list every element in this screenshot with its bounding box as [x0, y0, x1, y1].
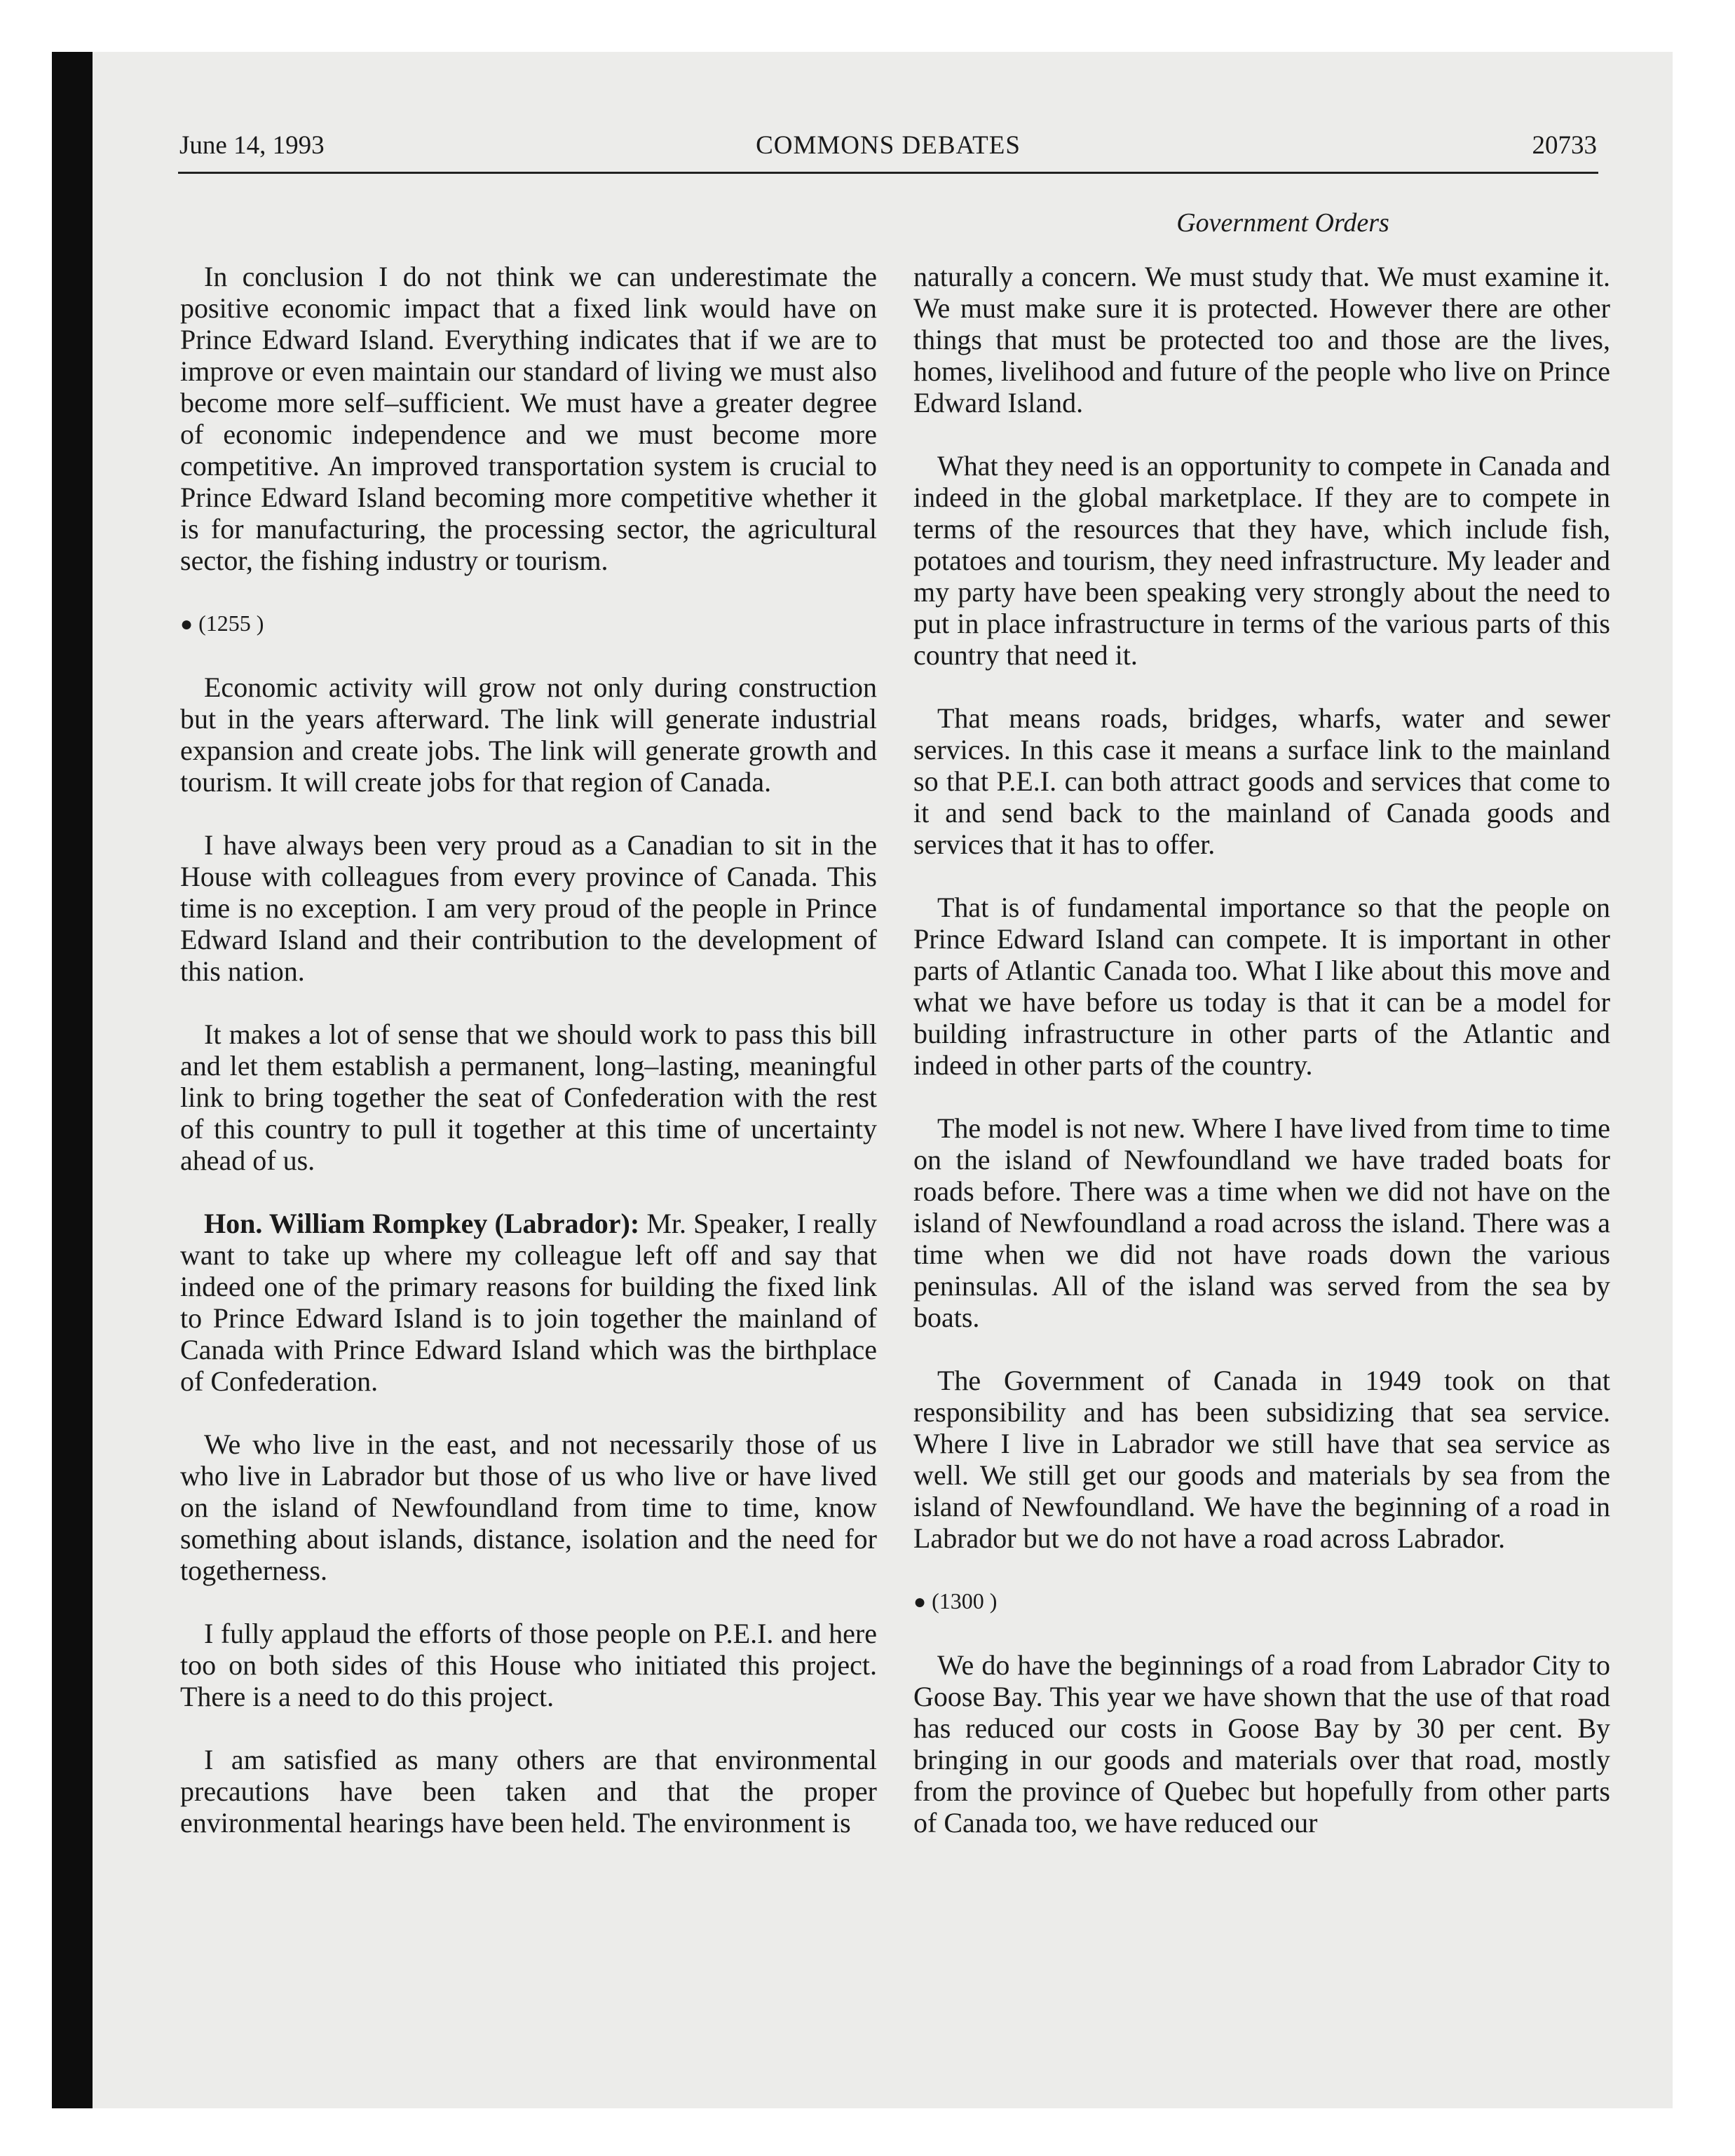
time-marker [913, 1585, 1610, 1618]
paragraph-continued: naturally a concern. We must study that. We must examine it. We must make sure it is protected. However there are other things that must be protected too and those are the lives, homes, livelihood and future of the people who live on Prince Edward Island. [913, 261, 1610, 418]
time-marker-text: (1255 ) [198, 610, 264, 636]
speaker-name: Hon. William Rompkey (Labrador): [204, 1208, 640, 1239]
speech-text: Mr. Speaker, I really want to take up where my colleague left off and say that indeed one of the primary reasons for building the fixed link to Prince Edward Island is to join together the mainland of Canada with Prince Edward Island which was the birthplace of Confederation. [180, 1208, 878, 1397]
header-date: June 14, 1993 [179, 131, 325, 160]
paragraph: We do have the beginnings of a road from Labrador City to Goose Bay. This year we have shown that the use of that road has reduced our costs in Goose Bay by 30 per cent. By bringing in our goods and materials over that road, mostly from the province of Quebec but hopefully from other parts of Canada too, we have reduced our [913, 1649, 1610, 1838]
paragraph: It makes a lot of sense that we should work to pass this bill and let them establish a permanent, long–lasting, meaningful link to bring together the seat of Confederation with the rest of this country to pull it together at this time of uncertainty ahead of us. [180, 1018, 877, 1176]
paragraph: I have always been very proud as a Canadian to sit in the House with colleagues from every province of Canada. This time is no exception. I am very proud of the people in Prince Edward Island and their contribution to the development of this nation. [180, 829, 877, 987]
header-title: COMMONS DEBATES [756, 131, 1021, 160]
paragraph: I am satisfied as many others are that environmental precautions have been taken and that the proper environmental hearings have been held. The environment is [180, 1744, 877, 1838]
paragraph: In conclusion I do not think we can underestimate the positive economic impact that a fixed link would have on Prince Edward Island. Everything indicates that if we are to improve or even maintain our standard of living we must also become more self–sufficient. We must have a greater degree of economic independence and we must become more competitive. An improved transportation system is crucial to Prince Edward Island becoming more competitive whether it is for manufacturing, the processing sector, the agricultural sector, the fishing industry or tourism. [180, 261, 877, 576]
scan-edge-shadow [52, 52, 93, 2108]
paragraph: What they need is an opportunity to compete in Canada and indeed in the global marketplace. If they are to compete in terms of the resources that they have, which include fish, potatoes and tourism, they need infrastructure. My leader and my party have been speaking very strongly about the need to put in place infrastructure in terms of the various parts of this country that need it. [913, 450, 1610, 671]
page-header [179, 130, 1597, 170]
paragraph: That is of fundamental importance so that the people on Prince Edward Island can compete. It is important in other parts of Atlantic Canada too. What I like about this move and what we have before us today is that it can be a model for building infrastructure in other parts of the Atlantic and indeed in other parts of the country. [913, 892, 1610, 1081]
paragraph: The Government of Canada in 1949 took on that responsibility and has been subsidizing that sea service. Where I live in Labrador we still have that sea service as well. We still get our goods and materials by sea from the island of Newfoundland. We have the beginning of a road in Labrador but we do not have a road across Labrador. [913, 1365, 1610, 1554]
right-column [913, 261, 1610, 1870]
bullet-icon: ● [913, 1590, 927, 1613]
header-rule [178, 172, 1598, 174]
time-marker [180, 608, 877, 640]
paragraph: Economic activity will grow not only during construction but in the years afterward. The link will generate industrial expansion and create jobs. The link will generate growth and tourism. It will create jobs for that region of Canada. [180, 671, 877, 798]
speaker-paragraph [180, 1208, 877, 1397]
bullet-icon: ● [180, 613, 193, 636]
paragraph: We who live in the east, and not necessarily those of us who live in Labrador but those of us who live or have lived on the island of Newfoundland from time to time, know something about islands, distance, isolation and the need for togetherness. [180, 1428, 877, 1586]
paragraph: The model is not new. Where I have lived from time to time on the island of Newfoundland we have traded boats for roads before. There was a time when we did not have on the island of Newfoundland a road across the island. There was a time when we did not have roads down the various peninsulas. All of the island was served from the sea by boats. [913, 1112, 1610, 1333]
header-page-number: 20733 [1532, 131, 1597, 160]
paragraph: That means roads, bridges, wharfs, water and sewer services. In this case it means a surface link to the mainland so that P.E.I. can both attract goods and services that come to it and send back to the mainland of Canada goods and services that it has to offer. [913, 702, 1610, 860]
time-marker-text: (1300 ) [932, 1588, 998, 1613]
left-column [180, 261, 877, 1870]
paragraph: I fully applaud the efforts of those people on P.E.I. and here too on both sides of this House who initiated this project. There is a need to do this project. [180, 1618, 877, 1712]
section-label: Government Orders [1176, 208, 1389, 238]
